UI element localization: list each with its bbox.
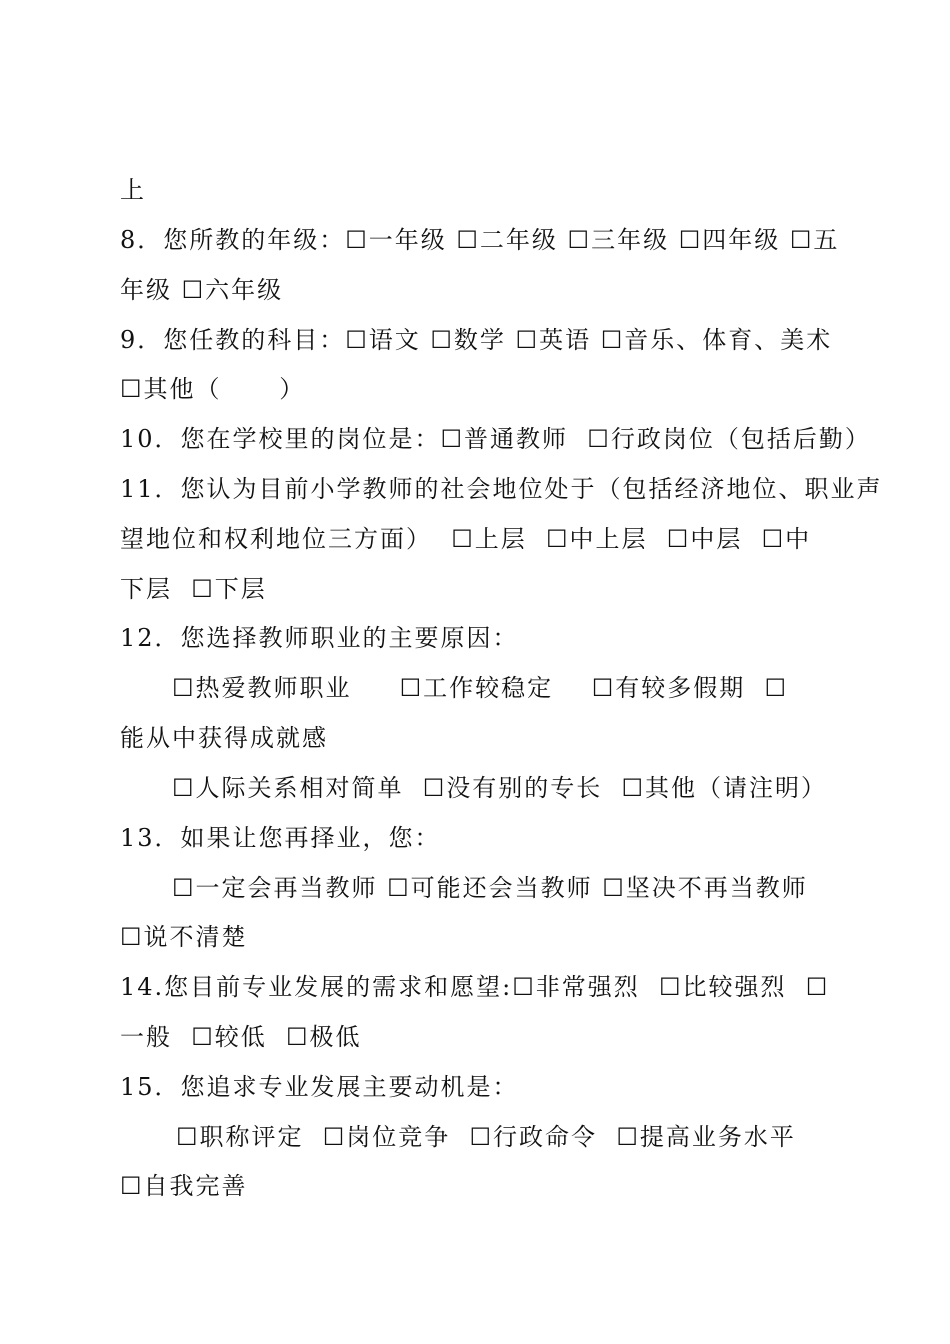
text-line: 下层 ☐下层: [120, 575, 267, 603]
question-12: 12．您选择教师职业的主要原因：: [120, 624, 519, 652]
text-line: 望地位和权利地位三方面） ☐上层 ☐中上层 ☐中层 ☐中: [120, 525, 812, 553]
text-line: ☐自我完善: [120, 1172, 248, 1200]
question-8: 8．您所教的年级：☐一年级 ☐二年级 ☐三年级 ☐四年级 ☐五: [120, 226, 840, 254]
question-11: 11．您认为目前小学教师的社会地位处于（包括经济地位、职业声: [120, 475, 883, 503]
option-line: ☐人际关系相对简单 ☐没有别的专长 ☐其他（请注明）: [172, 774, 828, 802]
text-line: ☐说不清楚: [120, 923, 248, 951]
option-line: ☐热爱教师职业 ☐工作较稳定 ☐有较多假期 ☐: [172, 674, 788, 702]
text-line: 年级 ☐六年级: [120, 276, 284, 304]
option-line: ☐职称评定 ☐岗位竞争 ☐行政命令 ☐提高业务水平: [176, 1123, 796, 1151]
question-10: 10．您在学校里的岗位是：☐普通教师 ☐行政岗位（包括后勤）: [120, 425, 871, 453]
question-15: 15．您追求专业发展主要动机是：: [120, 1073, 519, 1101]
question-14: 14.您目前专业发展的需求和愿望:☐非常强烈 ☐比较强烈 ☐: [120, 973, 830, 1001]
question-9: 9．您任教的科目：☐语文 ☐数学 ☐英语 ☐音乐、体育、美术: [120, 326, 833, 354]
text-line: 上: [120, 176, 146, 204]
text-line: 能从中获得成就感: [120, 724, 328, 752]
text-line: ☐其他（ ）: [120, 375, 306, 403]
text-line: 一般 ☐较低 ☐极低: [120, 1023, 362, 1051]
question-13: 13．如果让您再择业，您：: [120, 824, 441, 852]
option-line: ☐一定会再当教师 ☐可能还会当教师 ☐坚决不再当教师: [172, 874, 808, 902]
